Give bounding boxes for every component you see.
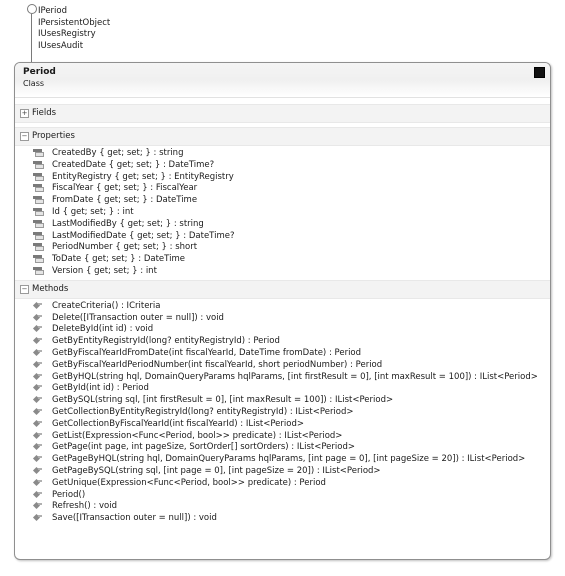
method-signature: GetByFiscalYearIdFromDate(int fiscalYearId, DateTime fromDate) : Period: [52, 347, 362, 358]
property-signature: LastModifiedDate { get; set; } : DateTime?: [52, 230, 235, 241]
method-signature: Period(): [52, 489, 86, 500]
method-icon: [33, 467, 43, 475]
property-icon: [33, 243, 44, 251]
method-item[interactable]: [15, 313, 550, 325]
method-icon: [33, 396, 43, 404]
property-signature: FiscalYear { get; set; } : FiscalYear: [52, 183, 198, 194]
property-icon: [33, 184, 44, 192]
property-item[interactable]: [15, 219, 550, 231]
interface-name: IPersistentObject: [38, 17, 111, 28]
method-icon: [33, 373, 43, 381]
property-signature: CreatedDate { get; set; } : DateTime?: [52, 159, 215, 170]
property-signature: LastModifiedBy { get; set; } : string: [52, 218, 204, 229]
method-item[interactable]: [15, 301, 550, 313]
interface-name: IUsesRegistry: [38, 29, 96, 39]
property-signature: ToDate { get; set; } : DateTime: [52, 254, 185, 265]
class-box[interactable]: [14, 62, 551, 560]
property-item[interactable]: [15, 195, 550, 207]
collapse-icon[interactable]: [534, 67, 545, 78]
method-item[interactable]: [15, 372, 550, 384]
method-item[interactable]: [15, 336, 550, 348]
method-signature: GetByFiscalYearIdPeriodNumber(int fiscalYearId, short periodNumber) : Period: [52, 359, 383, 370]
method-list: [15, 299, 550, 527]
method-signature: GetCollectionByEntityRegistryId(long? entityRegistryId) : IList<Period>: [52, 406, 354, 417]
method-signature: CreateCriteria() : ICriteria: [52, 300, 161, 311]
property-item[interactable]: [15, 148, 550, 160]
method-icon: [33, 514, 43, 522]
method-item[interactable]: [15, 419, 550, 431]
interface-list: [38, 6, 110, 52]
property-icon: [33, 255, 44, 263]
method-signature: GetBySQL(string sql, [int firstResult = 0], [int maxResult = 100]) : IList<Period>: [52, 395, 394, 406]
class-stereotype: Class: [23, 79, 45, 88]
method-signature: GetList(Expression<Func<Period, bool>> predicate) : IList<Period>: [52, 430, 343, 441]
method-icon: [33, 420, 43, 428]
collapse-section-icon[interactable]: −: [21, 132, 28, 140]
section-label: Properties: [32, 131, 75, 141]
method-item[interactable]: [15, 395, 550, 407]
method-item[interactable]: [15, 478, 550, 490]
method-signature: GetById(int id) : Period: [52, 383, 149, 394]
method-item[interactable]: [15, 431, 550, 443]
method-icon: [33, 432, 43, 440]
property-signature: CreatedBy { get; set; } : string: [52, 148, 184, 158]
interface-name: IUsesAudit: [38, 40, 84, 51]
method-signature: GetPageByHQL(string hql, DomainQueryParams hqlParams, [int page = 0], [int pageSize = 20]) : IList<Period>: [52, 454, 526, 465]
method-icon: [33, 455, 43, 463]
property-item[interactable]: [15, 242, 550, 254]
section-properties[interactable]: [15, 127, 550, 146]
property-item[interactable]: [15, 207, 550, 219]
property-signature: EntityRegistry { get; set; } : EntityRegistry: [52, 171, 234, 182]
method-item[interactable]: [15, 454, 550, 466]
interface-connector-line: [31, 14, 32, 66]
method-item[interactable]: [15, 466, 550, 478]
method-signature: GetUnique(Expression<Func<Period, bool>> predicate) : Period: [52, 477, 326, 488]
property-list: [15, 146, 550, 280]
property-icon: [33, 220, 44, 228]
property-item[interactable]: [15, 183, 550, 195]
method-signature: DeleteById(int id) : void: [52, 324, 154, 335]
section-label: Methods: [32, 283, 69, 294]
collapse-section-icon[interactable]: −: [21, 284, 28, 293]
property-signature: Id { get; set; } : int: [52, 206, 134, 217]
method-item[interactable]: [15, 501, 550, 513]
property-signature: FromDate { get; set; } : DateTime: [52, 195, 198, 206]
property-icon: [33, 267, 44, 275]
interface-name: IPeriod: [38, 6, 68, 16]
property-icon: [33, 149, 44, 157]
method-signature: GetByEntityRegistryId(long? entityRegistryId) : Period: [52, 336, 280, 347]
property-item[interactable]: [15, 231, 550, 243]
method-item[interactable]: [15, 348, 550, 360]
section-label: Fields: [32, 108, 57, 118]
method-icon: [33, 408, 43, 416]
method-icon: [33, 302, 43, 310]
property-signature: PeriodNumber { get; set; } : short: [52, 242, 198, 253]
method-item[interactable]: [15, 442, 550, 454]
method-signature: GetPage(int page, int pageSize, SortOrder[] sortOrders) : IList<Period>: [52, 442, 355, 453]
method-icon: [33, 361, 43, 369]
method-signature: GetCollectionByFiscalYearId(int fiscalYearId) : IList<Period>: [52, 418, 304, 429]
method-item[interactable]: [15, 383, 550, 395]
method-icon: [33, 443, 43, 451]
method-signature: GetByHQL(string hql, DomainQueryParams hqlParams, [int firstResult = 0], [int maxResult = 100]) : IList<Period>: [52, 371, 538, 382]
property-icon: [33, 161, 44, 169]
method-signature: Delete([ITransaction outer = null]) : void: [52, 312, 224, 323]
method-item[interactable]: [15, 360, 550, 372]
method-item[interactable]: [15, 490, 550, 502]
property-item[interactable]: [15, 172, 550, 184]
method-icon: [33, 325, 43, 333]
property-icon: [33, 232, 44, 240]
section-fields[interactable]: [15, 104, 550, 123]
method-icon: [33, 314, 43, 322]
method-icon: [33, 337, 43, 345]
class-name: Period: [23, 67, 56, 77]
method-icon: [33, 479, 43, 487]
method-icon: [33, 502, 43, 510]
method-icon: [33, 491, 43, 499]
expand-icon[interactable]: +: [21, 109, 28, 117]
property-signature: Version { get; set; } : int: [52, 265, 157, 276]
method-item[interactable]: [15, 324, 550, 336]
method-icon: [33, 384, 43, 392]
property-icon: [33, 208, 44, 216]
method-signature: GetPageBySQL(string sql, [int page = 0], [int pageSize = 20]) : IList<Period>: [52, 465, 381, 476]
property-item[interactable]: [15, 160, 550, 172]
method-signature: Refresh() : void: [52, 501, 117, 512]
property-item[interactable]: [15, 266, 550, 278]
method-signature: Save([ITransaction outer = null]) : void: [52, 513, 217, 524]
property-icon: [33, 196, 44, 204]
interface-circle-icon: [27, 4, 37, 14]
method-item[interactable]: [15, 407, 550, 419]
method-item[interactable]: [15, 513, 550, 525]
class-header[interactable]: [15, 63, 550, 98]
property-icon: [33, 173, 44, 181]
section-methods[interactable]: [15, 280, 550, 299]
method-icon: [33, 349, 43, 357]
property-item[interactable]: [15, 254, 550, 266]
